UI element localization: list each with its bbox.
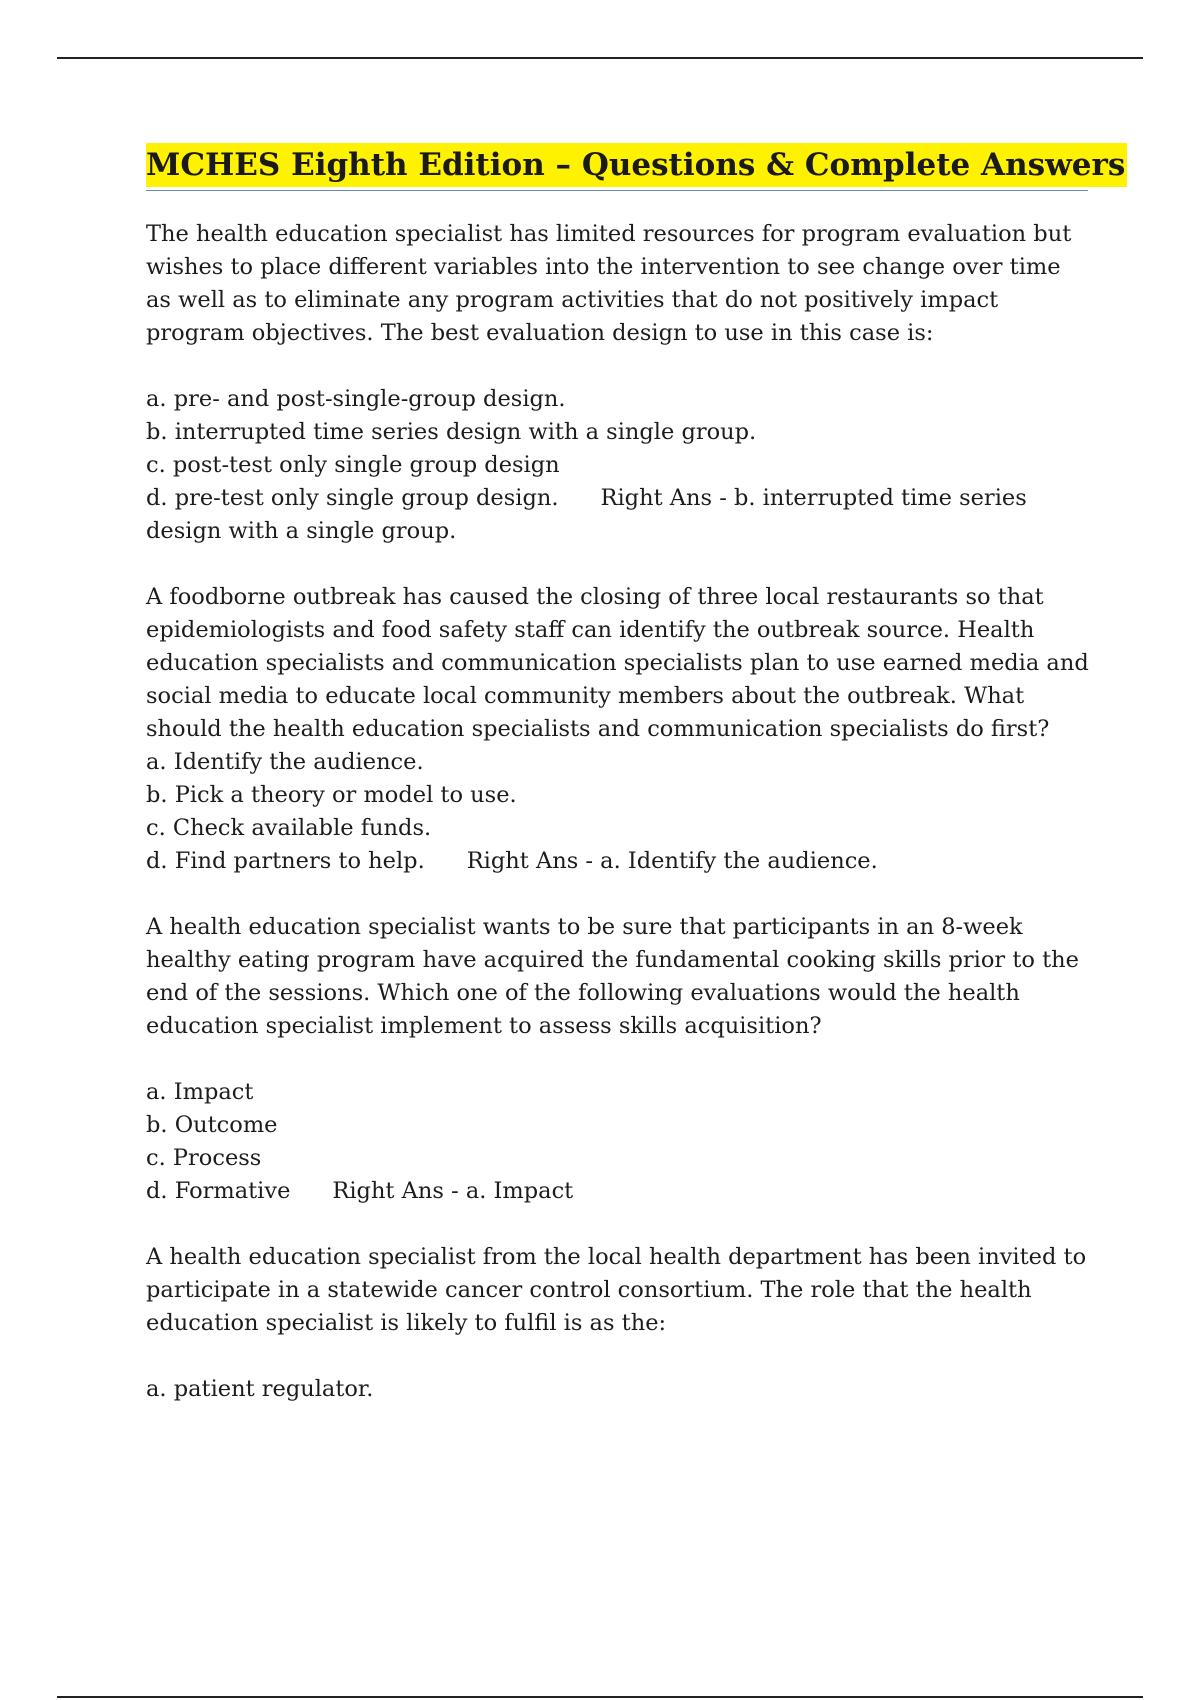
question-1-answer: Right Ans - b. interrupted time series design with a single group.	[146, 485, 1027, 544]
title-underline	[146, 143, 1126, 191]
question-3-option-d: d. Formative	[146, 1178, 291, 1204]
question-2-option-b: b. Pick a theory or model to use.	[146, 782, 517, 808]
question-3-option-b: b. Outcome	[146, 1112, 278, 1138]
question-3-option-d-with-answer	[146, 1175, 1091, 1208]
question-1-option-d: d. pre-test only single group design.	[146, 485, 559, 511]
question-2-answer: Right Ans - a. Identify the audience.	[466, 848, 878, 874]
document-title: MCHES Eighth Edition – Questions & Complete Answers	[146, 143, 1127, 187]
question-2-text: A foodborne outbreak has caused the closing of three local restaurants so that epidemiologists and food safety staff can identify the outbreak source. Health education specialists and communication specialists plan to use earned media and social media to educate local community members about the outbreak. What should the health education specialists and communication specialists do first?	[146, 584, 1089, 742]
question-1-option-d-with-answer	[146, 482, 1091, 548]
question-2-option-a: a. Identify the audience.	[146, 749, 424, 775]
question-3-option-a: a. Impact	[146, 1079, 254, 1105]
question-3-option-c: c. Process	[146, 1145, 262, 1171]
question-3-text: A health education specialist wants to be sure that participants in an 8-week healthy eating program have acquired the fundamental cooking skills prior to the end of the sessions. Which one of the following evaluations would the health education specialist implement to assess skills acquisition?	[146, 914, 1079, 1039]
question-1-option-b: b. interrupted time series design with a single group.	[146, 419, 757, 445]
question-4-text: A health education specialist from the local health department has been invited to participate in a statewide cancer control consortium. The role that the health education specialist is likely to fulfil is as the:	[146, 1244, 1087, 1336]
document-body	[146, 143, 1126, 1406]
question-4-option-a: a. patient regulator.	[146, 1376, 374, 1402]
question-2-option-d-with-answer	[146, 845, 1091, 878]
top-rule	[57, 57, 1143, 59]
question-1-option-c: c. post-test only single group design	[146, 452, 560, 478]
bottom-rule	[57, 1696, 1143, 1698]
question-1-text: The health education specialist has limited resources for program evaluation but wishes to place different variables into the intervention to see change over time as well as to eliminate any program activities that do not positively impact program objectives. The best evaluation design to use in this case is:	[146, 221, 1072, 346]
question-3-answer: Right Ans - a. Impact	[332, 1178, 574, 1204]
question-1-option-a: a. pre- and post-single-group design.	[146, 386, 566, 412]
questions-section	[146, 218, 1091, 1406]
question-2-option-c: c. Check available funds.	[146, 815, 432, 841]
question-2-option-d: d. Find partners to help.	[146, 848, 425, 874]
